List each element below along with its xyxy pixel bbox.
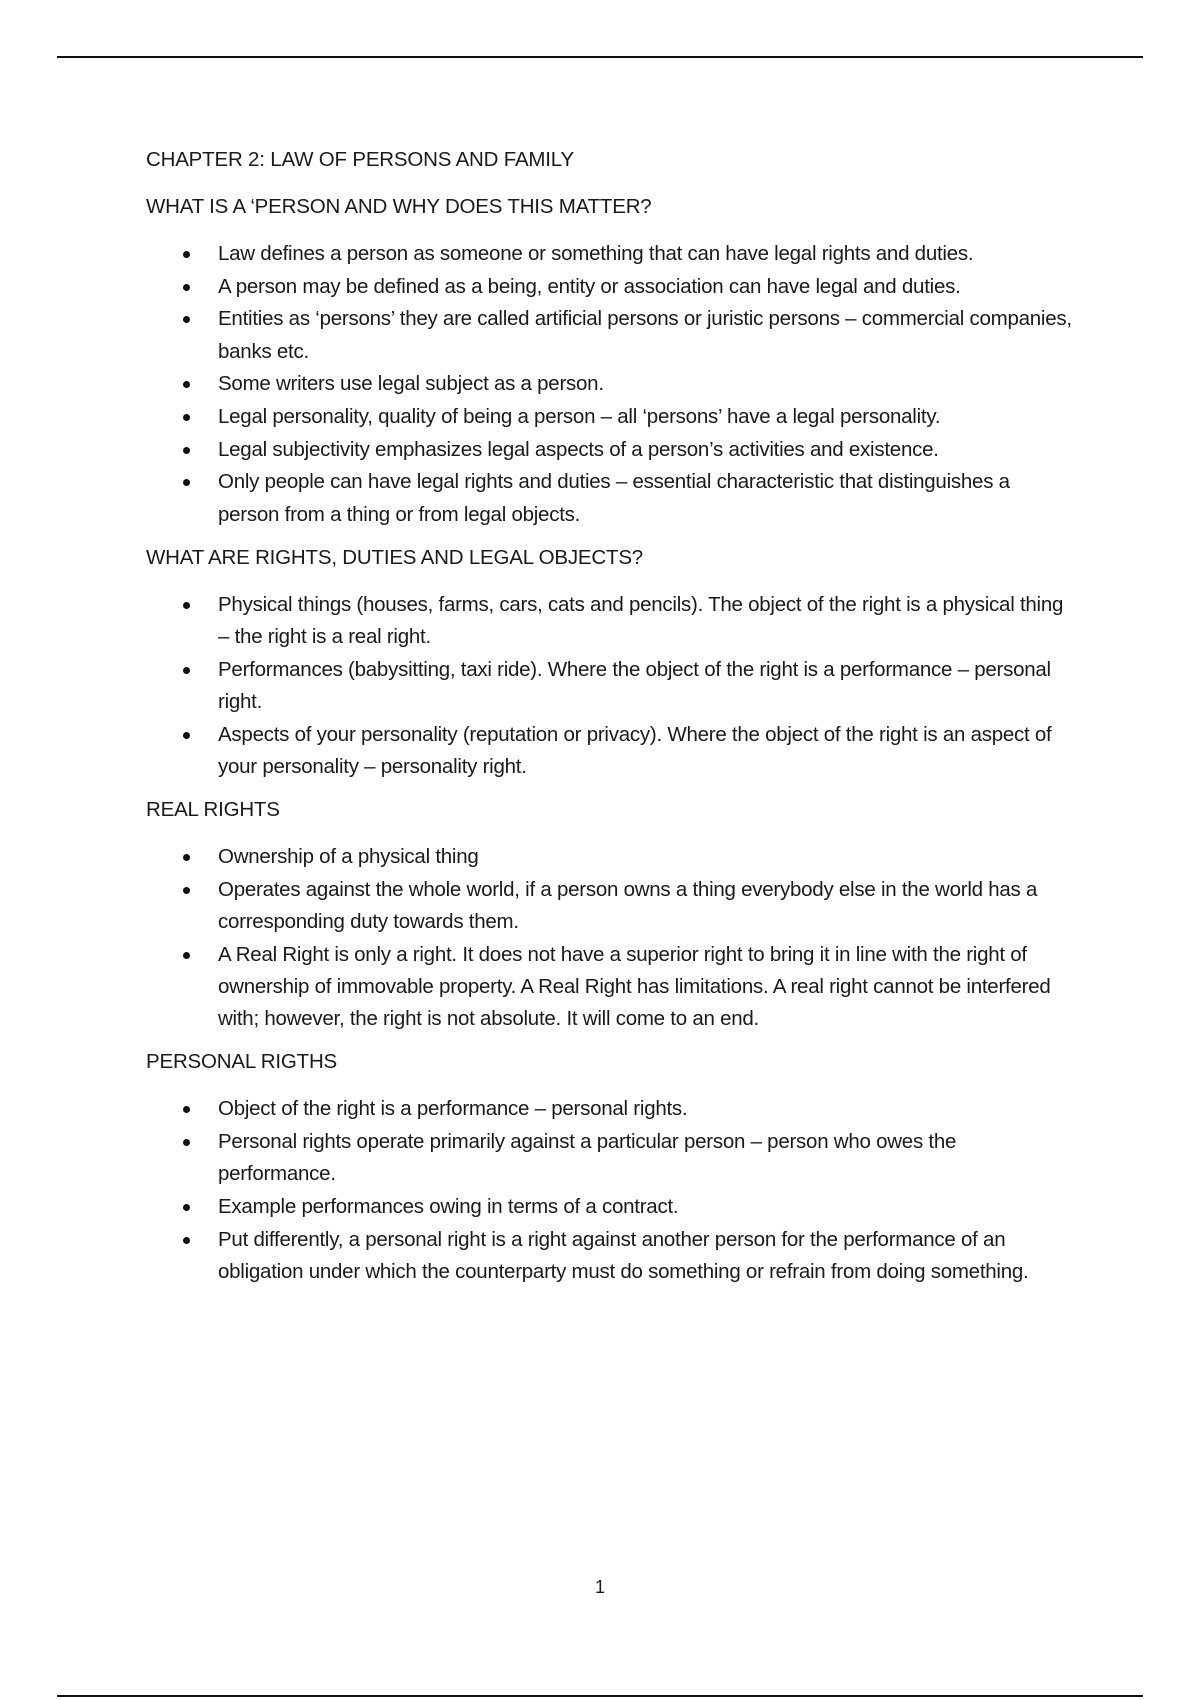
bullet-icon xyxy=(183,887,190,894)
page-top-rule xyxy=(57,56,1143,58)
list-item xyxy=(146,654,1076,718)
section-heading: REAL RIGHTS xyxy=(146,798,280,822)
bullet-icon xyxy=(183,316,190,323)
list-item xyxy=(146,466,1076,530)
page-bottom-rule xyxy=(57,1695,1143,1697)
list-item-text: Object of the right is a performance – personal rights. xyxy=(218,1097,688,1121)
bullet-icon xyxy=(183,667,190,674)
bullet-icon xyxy=(183,447,190,454)
list-item xyxy=(146,1093,1076,1125)
bullet-icon xyxy=(183,952,190,959)
list-item-text: Legal personality, quality of being a person – all ‘persons’ have a legal personality. xyxy=(218,405,941,429)
bullet-icon xyxy=(183,284,190,291)
list-item xyxy=(146,303,1076,367)
list-item xyxy=(146,874,1076,938)
section-heading: WHAT ARE RIGHTS, DUTIES AND LEGAL OBJECTS? xyxy=(146,545,643,569)
list-item-text: Operates against the whole world, if a person owns a thing everybody else in the world has a corresponding duty towards them. xyxy=(218,877,1038,933)
page-number: 1 xyxy=(594,1577,605,1597)
list-item xyxy=(146,1126,1076,1190)
list-item xyxy=(146,1224,1076,1288)
list-item xyxy=(146,939,1076,1036)
list-item-text: Law defines a person as someone or something that can have legal rights and duties. xyxy=(218,242,974,265)
list-item-text: Aspects of your personality (reputation or privacy). Where the object of the right is an aspect of your personality – personality right. xyxy=(218,722,1052,778)
list-item-text: Personal rights operate primarily against a particular person – person who owes the performance. xyxy=(218,1129,957,1186)
list-item-text: Physical things (houses, farms, cars, cats and pencils). The object of the right is a physical thing – the right is a real right. xyxy=(218,592,1064,649)
list-item-text: Example performances owing in terms of a contract. xyxy=(218,1194,679,1218)
bullet-list xyxy=(146,841,1076,1035)
document-body xyxy=(146,144,1076,1299)
bullet-icon xyxy=(183,1139,190,1146)
bullet-icon xyxy=(183,1237,190,1244)
list-item xyxy=(146,1191,1076,1223)
bullet-icon xyxy=(183,251,190,258)
section-heading: PERSONAL RIGTHS xyxy=(146,1050,338,1074)
list-item-text: A person may be defined as a being, entity or association can have legal and duties. xyxy=(218,274,961,298)
bullet-icon xyxy=(183,854,190,861)
list-item xyxy=(146,368,1076,400)
bullet-icon xyxy=(183,1106,190,1113)
list-item-text: Only people can have legal rights and duties – essential characteristic that distinguishes a person from a thing or from legal objects. xyxy=(218,470,1010,526)
bullet-list xyxy=(146,589,1076,783)
bullet-list xyxy=(146,1093,1076,1288)
bullet-list xyxy=(146,238,1076,531)
chapter-title: CHAPTER 2: LAW OF PERSONS AND FAMILY xyxy=(146,148,574,171)
bullet-icon xyxy=(183,732,190,739)
list-item xyxy=(146,719,1076,783)
bullet-icon xyxy=(183,602,190,609)
list-item-text: A Real Right is only a right. It does not have a superior right to bring it in line with the right of ownership of immovable property. A Real Right has limitations. A real right cannot be interfered with; however, the right is not absolute. It will come to an end. xyxy=(218,942,1051,1031)
list-item xyxy=(146,434,1076,466)
bullet-icon xyxy=(183,414,190,421)
list-item xyxy=(146,401,1076,433)
list-item-text: Put differently, a personal right is a right against another person for the performance of an obligation under which the counterparty must do something or refrain from doing something. xyxy=(218,1227,1029,1283)
bullet-icon xyxy=(183,381,190,388)
list-item-text: Legal subjectivity emphasizes legal aspects of a person’s activities and existence. xyxy=(218,437,939,461)
list-item-text: Entities as ‘persons’ they are called artificial persons or juristic persons – commercial companies, banks etc. xyxy=(218,307,1072,363)
list-item-text: Performances (babysitting, taxi ride). Where the object of the right is a performance – personal right. xyxy=(218,657,1051,713)
section-heading: WHAT IS A ‘PERSON AND WHY DOES THIS MATTER? xyxy=(146,195,652,218)
list-item-text: Some writers use legal subject as a person. xyxy=(218,372,604,396)
bullet-icon xyxy=(183,1204,190,1211)
bullet-icon xyxy=(183,479,190,486)
list-item xyxy=(146,271,1076,303)
list-item xyxy=(146,238,1076,270)
list-item xyxy=(146,589,1076,653)
list-item xyxy=(146,841,1076,873)
list-item-text: Ownership of a physical thing xyxy=(218,845,479,869)
